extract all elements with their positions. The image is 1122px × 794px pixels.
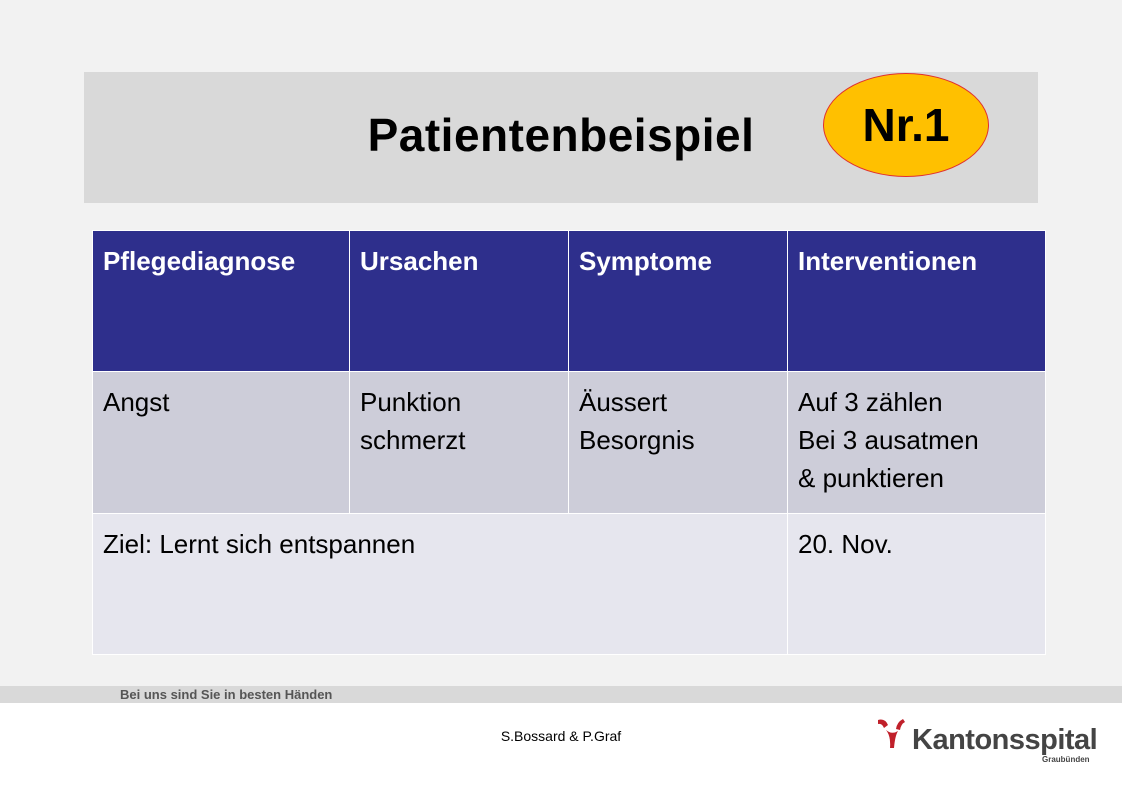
cell-interventionen [788, 372, 1046, 514]
interventionen-line-3: & punktieren [798, 463, 944, 493]
symptome-line-1: Äussert [579, 387, 668, 417]
table-row [93, 372, 1046, 514]
table-header-row [93, 231, 1046, 372]
logo-name: Kantonsspital [912, 724, 1098, 756]
cell-datum: 20. Nov. [788, 514, 1046, 655]
footer-tagline: Bei uns sind Sie in besten Händen [120, 687, 333, 702]
care-plan-table [92, 230, 1046, 655]
ursachen-line-2: schmerzt [360, 425, 466, 455]
slide-title: Patientenbeispiel [367, 109, 755, 161]
interventionen-line-2: Bei 3 ausatmen [798, 425, 979, 455]
cell-diagnose [93, 372, 350, 514]
footer-author: S.Bossard & P.Graf [500, 728, 622, 744]
header-interventionen: Interventionen [788, 231, 1046, 372]
number-badge: Nr.1 [823, 73, 989, 177]
header-ursachen: Ursachen [350, 231, 569, 372]
diagnose-text: Angst [103, 387, 170, 417]
table-row [93, 514, 1046, 655]
interventionen-line-1: Auf 3 zählen [798, 387, 943, 417]
header-symptome: Symptome [569, 231, 788, 372]
header-pflegediagnose: Pflegediagnose [93, 231, 350, 372]
cell-ursachen [350, 372, 569, 514]
logo-subtitle: Graubünden [1042, 755, 1090, 764]
logo-mark-icon [876, 716, 906, 756]
ursachen-line-1: Punktion [360, 387, 462, 417]
symptome-line-2: Besorgnis [579, 425, 695, 455]
cell-ziel: Ziel: Lernt sich entspannen [93, 514, 788, 655]
cell-symptome [569, 372, 788, 514]
kantonsspital-logo [876, 716, 1096, 768]
